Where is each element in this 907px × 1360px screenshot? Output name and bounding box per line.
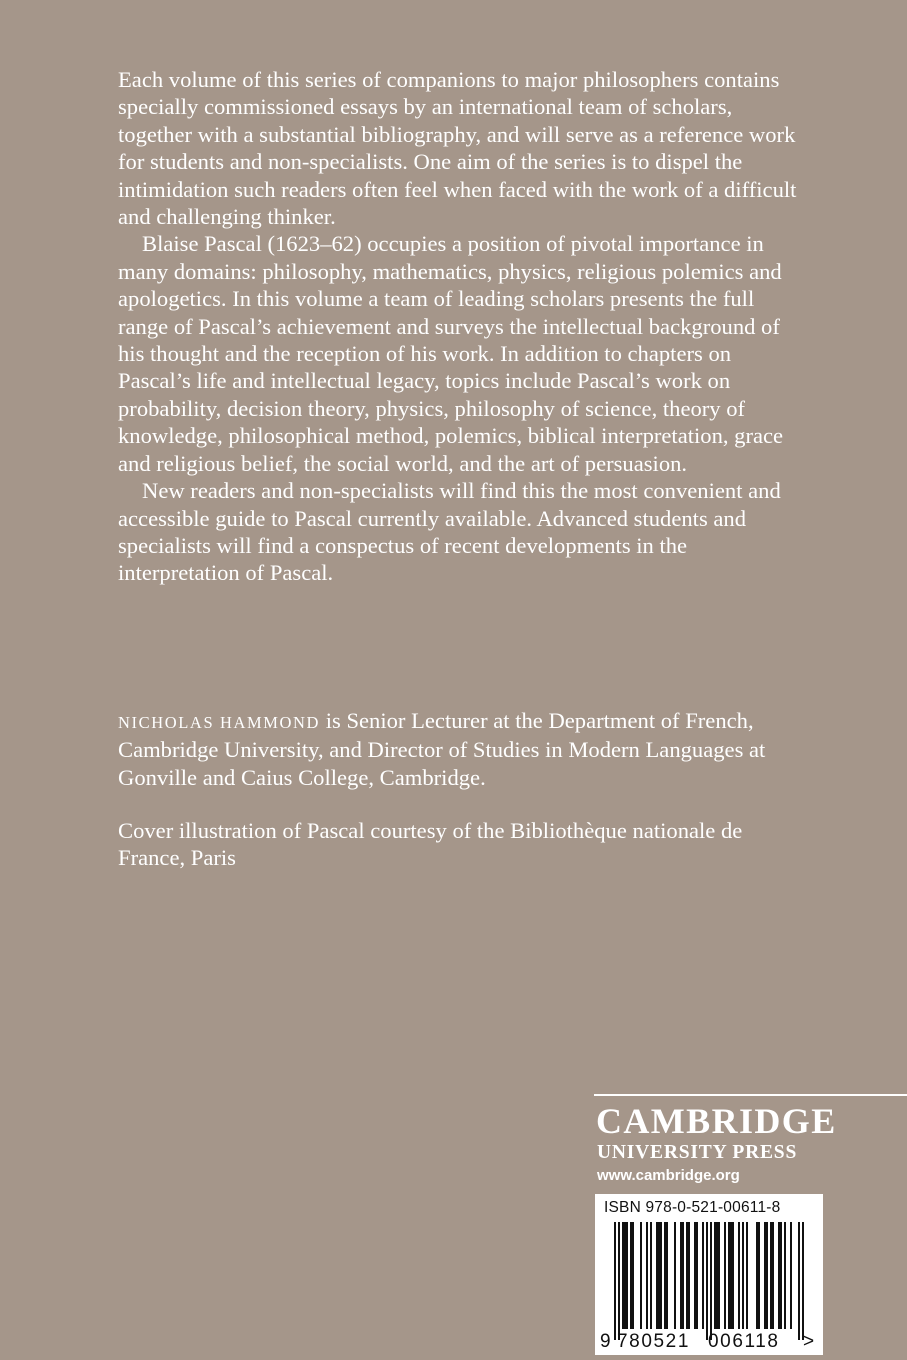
barcode-bar (764, 1222, 766, 1329)
barcode-bar (802, 1222, 804, 1340)
barcode-bar (624, 1222, 626, 1329)
barcode-bar (674, 1222, 676, 1329)
barcode-bar (650, 1222, 652, 1329)
barcode-arrow: > (803, 1331, 815, 1352)
barcode-bar (784, 1222, 786, 1329)
barcode-bar (758, 1222, 760, 1329)
barcode-bar (738, 1222, 740, 1329)
barcode-bar (706, 1222, 708, 1340)
barcode-bar (694, 1222, 696, 1329)
barcode-bar (770, 1222, 772, 1329)
barcode-bar (702, 1222, 704, 1329)
barcode-bar (656, 1222, 658, 1329)
barcode-bar (660, 1222, 662, 1329)
barcode-bar (640, 1222, 642, 1329)
blurb (118, 66, 798, 587)
barcode-bar (618, 1222, 620, 1340)
barcode-bar (632, 1222, 634, 1329)
barcode-bar (732, 1222, 734, 1329)
barcode-bar (778, 1222, 780, 1329)
barcode-bar (682, 1222, 684, 1329)
blurb-paragraph-1: Each volume of this series of companions to major philosophers contains specially commissioned essays by an international team of scholars, together with a substantial bibliography, and will serve as a reference work for students and non-specialists. One aim of the series is to dispel the intimidation such readers often feel when faced with the work of a difficult and challenging thinker. (118, 67, 797, 230)
author-bio-text: is Senior Lecturer at the Department of French, Cambridge University, and Director of Studies in Modern Languages at Gonville and Caius College, Cambridge. (118, 708, 766, 790)
barcode-bar (730, 1222, 732, 1329)
barcode-bar (658, 1222, 660, 1329)
barcode-bar (746, 1222, 748, 1329)
barcode-bar (728, 1222, 730, 1329)
barcode-bar (772, 1222, 774, 1329)
barcode-bar (688, 1222, 690, 1329)
barcode-bar (766, 1222, 768, 1329)
barcode (595, 1194, 823, 1355)
author-bio (118, 707, 798, 791)
barcode-bar (666, 1222, 668, 1329)
barcode-bar (716, 1222, 718, 1329)
barcode-bar (622, 1222, 624, 1329)
publisher-url: www.cambridge.org (597, 1167, 740, 1184)
blurb-paragraph-2: Blaise Pascal (1623–62) occupies a position of pivotal importance in many domains: philosophy, mathematics, physics, religious polemics and apologetics. In this volume a team of leading scholars presents the full range of Pascal’s achievement and surveys the intellectual background of his thought and the reception of his work. In addition to chapters on Pascal’s life and intellectual legacy, topics include Pascal’s work on probability, decision theory, physics, philosophy of science, theory of knowledge, philosophical method, polemics, biblical interpretation, grace and religious belief, the social world, and the art of persuasion. (118, 231, 784, 476)
barcode-bar (686, 1222, 688, 1329)
barcode-bar (696, 1222, 698, 1329)
barcode-bar (718, 1222, 720, 1329)
barcode-bar (798, 1222, 800, 1340)
author-name: NICHOLAS HAMMOND (118, 713, 321, 732)
publisher-rule (594, 1094, 907, 1096)
barcode-bar (630, 1222, 632, 1329)
barcode-bar (646, 1222, 648, 1329)
cover-credit: Cover illustration of Pascal courtesy of the Bibliothèque nationale de France, Paris (118, 818, 743, 871)
publisher-name: CAMBRIDGE (596, 1101, 837, 1141)
barcode-bar (790, 1222, 792, 1329)
barcode-bar (664, 1222, 666, 1329)
barcode-digit-first: 9 (600, 1331, 611, 1352)
barcode-digits-left: 780521 (617, 1331, 691, 1352)
blurb-paragraph-3: New readers and non-specialists will find this the most convenient and accessible guide to Pascal currently available. Advanced students and specialists will find a conspectus of recent developments in the interpretation of Pascal. (118, 478, 781, 586)
barcode-bar (756, 1222, 758, 1329)
publisher-subtitle: UNIVERSITY PRESS (597, 1142, 798, 1163)
barcode-bar (680, 1222, 682, 1329)
barcode-bar (780, 1222, 782, 1329)
barcode-bar (742, 1222, 744, 1329)
barcode-bar (614, 1222, 616, 1340)
barcode-bar (710, 1222, 712, 1340)
barcode-bar (626, 1222, 628, 1329)
barcode-bar (714, 1222, 716, 1329)
isbn-label: ISBN 978-0-521-00611-8 (604, 1199, 781, 1216)
barcode-digits-right: 006118 (708, 1331, 780, 1352)
barcode-bar (724, 1222, 726, 1329)
